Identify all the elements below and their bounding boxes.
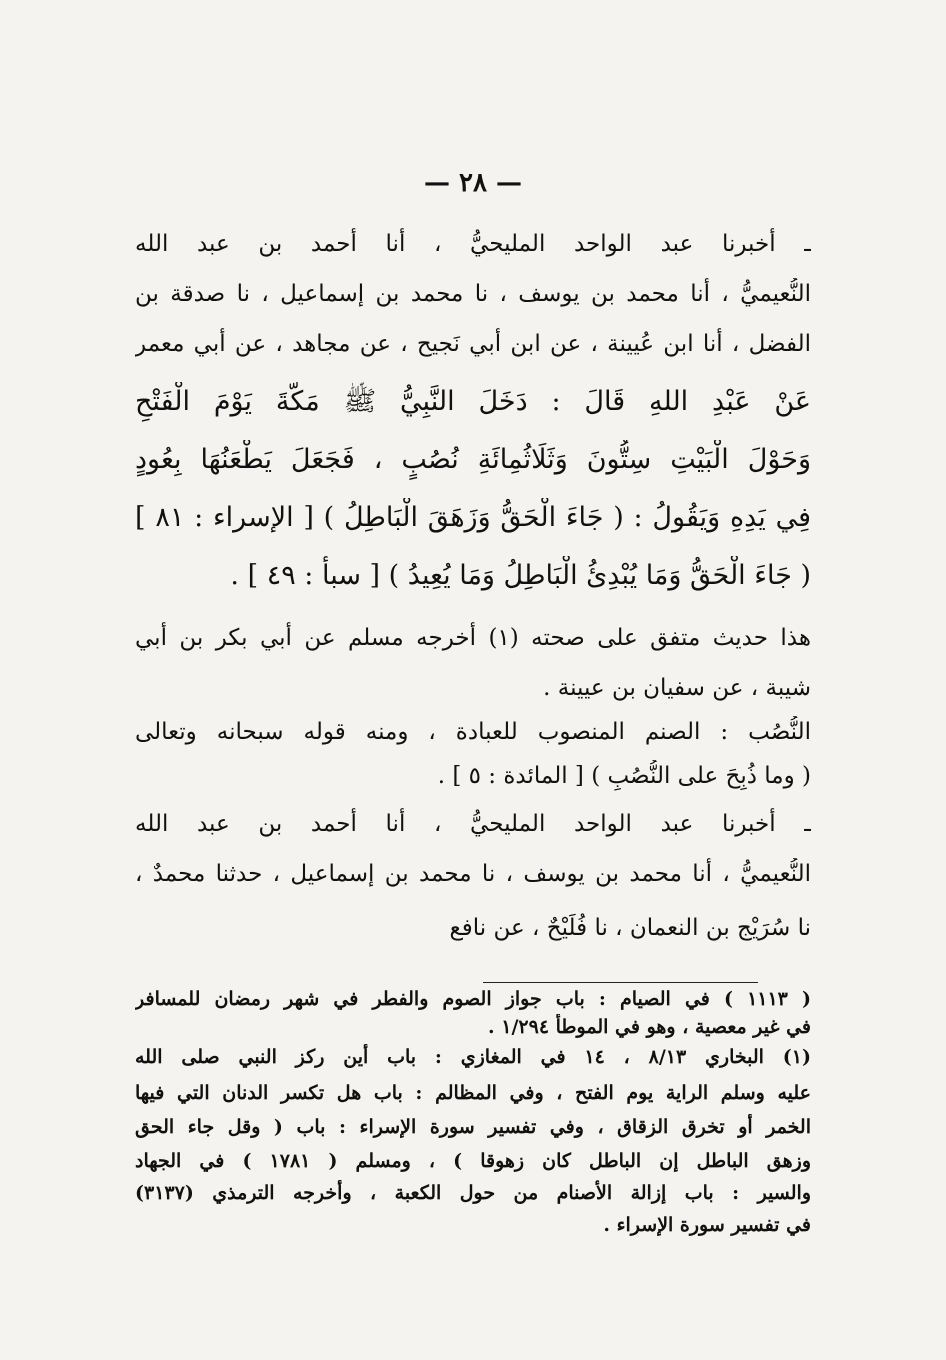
footnote-divider	[483, 982, 758, 983]
footnote-line: الخمر أو تخرق الزقاق ، وفي تفسير سورة الإسراء : باب ( وقل جاء الحق	[135, 1116, 811, 1138]
text-line: النُّعيميُّ ، أنا محمد بن يوسف ، نا محمد بن إسماعيل ، نا صدقة بن	[135, 281, 811, 307]
footnote-line: والسير : باب إزالة الأصنام من حول الكعبة ، وأخرجه الترمذي (٣١٣٧)	[135, 1182, 811, 1204]
footnote-line: عليه وسلم الراية يوم الفتح ، وفي المظالم : باب هل تكسر الدنان التي فيها	[135, 1082, 811, 1104]
text-line: هذا حديث متفق على صحته (١) أخرجه مسلم عن أبي بكر بن أبي	[135, 625, 811, 651]
footnote-line: وزهق الباطل إن الباطل كان زهوقا ) ، ومسلم ( ١٧٨١ ) في الجهاد	[135, 1150, 811, 1172]
text-line: النُّعيميُّ ، أنا محمد بن يوسف ، نا محمد بن إسماعيل ، حدثنا محمدٌ ،	[135, 861, 811, 887]
footnote-line: في تفسير سورة الإسراء .	[603, 1214, 811, 1236]
footnote-line: (١) البخاري ٨/١٣ ، ١٤ في المغازي : باب أين ركز النبي صلى الله	[135, 1046, 811, 1068]
footnote-line: ( ١١١٣ ) في الصيام : باب جواز الصوم والفطر في شهر رمضان للمسافر	[135, 988, 811, 1010]
text-line: ـ أخبرنا عبد الواحد المليحيُّ ، أنا أحمد بن عبد الله	[135, 231, 811, 257]
hadith-text-line: عَنْ عَبْدِ اللهِ قَالَ : دَخَلَ النَّبِيُّ ﷺ مَكَّةَ يَوْمَ الْفَتْحِ	[135, 386, 811, 417]
text-line: شيبة ، عن سفيان بن عيينة .	[543, 675, 811, 701]
text-line: نا سُرَيْج بن النعمان ، نا فُلَيْحٌ ، عن نافع	[449, 915, 811, 941]
hadith-text-line: ( جَاءَ الْحَقُّ وَمَا يُبْدِئُ الْبَاطِلُ وَمَا يُعِيدُ ) [ سبأ : ٤٩ ] .	[230, 560, 811, 591]
hadith-text-line: وَحَوْلَ الْبَيْتِ سِتُّونَ وَثَلَاثُمِائَةِ نُصُبٍ ، فَجَعَلَ يَطْعَنُهَا بِعُودٍ	[135, 444, 811, 475]
footnote-line: في غير معصية ، وهو في الموطأ ١/٢٩٤ .	[488, 1016, 811, 1038]
text-line: ( وما ذُبِحَ على النُّصُبِ ) [ المائدة : ٥ ] .	[437, 763, 811, 789]
page-number: — ٢٨ —	[423, 168, 523, 198]
text-line: ـ أخبرنا عبد الواحد المليحيُّ ، أنا أحمد بن عبد الله	[135, 811, 811, 837]
text-line: الفضل ، أنا ابن عُيينة ، عن ابن أبي نَجيح ، عن مجاهد ، عن أبي معمر	[135, 331, 811, 357]
hadith-text-line: فِي يَدِهِ وَيَقُولُ : ( جَاءَ الْحَقُّ وَزَهَقَ الْبَاطِلُ ) [ الإسراء : ٨١ ]	[135, 502, 811, 533]
text-line: النُّصُب : الصنم المنصوب للعبادة ، ومنه قوله سبحانه وتعالى	[135, 719, 811, 745]
